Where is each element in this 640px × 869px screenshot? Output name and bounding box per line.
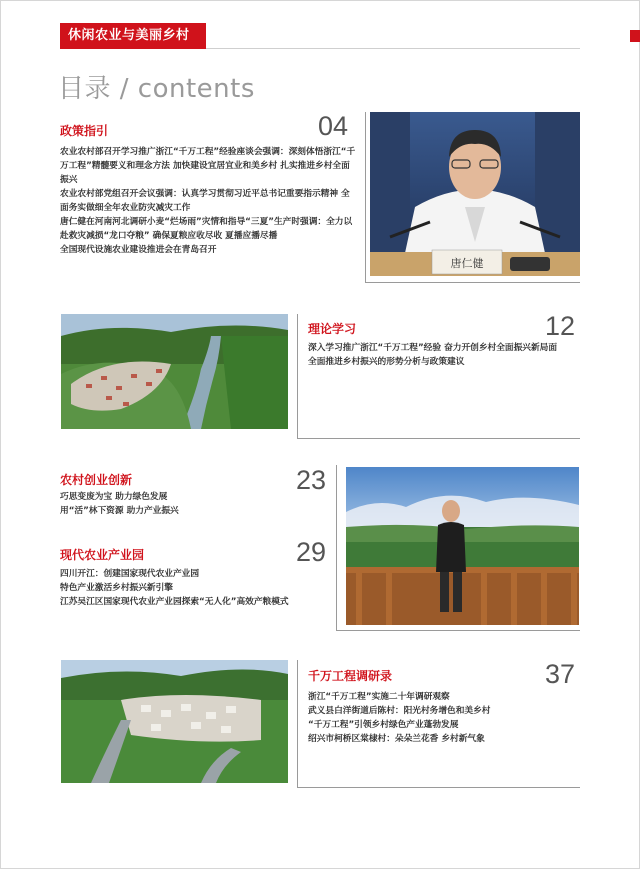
list-item[interactable]: “千万工程”引领乡村绿色产业蓬勃发展 (308, 720, 459, 730)
official-photo (370, 112, 580, 276)
section-title-entrepreneurship[interactable]: 农村创业创新 (60, 473, 133, 487)
list-item[interactable]: 武义县白洋街道后陈村：阳光村务增色和美乡村 (308, 706, 491, 716)
item-list-policy (60, 145, 356, 257)
section-tag: 休闲农业与美丽乡村 (60, 23, 206, 49)
name-plate: 唐仁健 (450, 257, 484, 270)
person-on-deck-photo (346, 467, 579, 625)
village-road-photo (61, 660, 288, 783)
list-item[interactable]: 特色产业激活乡村振兴新引擎 (60, 583, 173, 593)
list-item[interactable]: 江苏吴江区国家现代农业产业园探索“无人化”高效产粮模式 (60, 597, 289, 607)
header-rule (206, 48, 580, 49)
divider-horizontal (297, 438, 580, 439)
list-item[interactable]: 农业农村部党组召开会议强调：认真学习贯彻习近平总书记重要指示精神 全面务实做细全年农业防灾减灾工作 (60, 189, 350, 213)
divider-vertical (297, 660, 298, 787)
item-list-survey (308, 690, 578, 746)
divider-horizontal (297, 787, 580, 788)
page-number-theory: 12 (545, 311, 576, 341)
page-number-industrial-park: 29 (296, 537, 327, 567)
divider-horizontal (336, 630, 580, 631)
section-title-survey[interactable]: 千万工程调研录 (308, 669, 393, 683)
list-item[interactable]: 农业农村部召开学习推广浙江“千万工程”经验座谈会强调：深刻体悟浙江“千万工程”精髓要义和理念方法 加快建设宜居宜业和美乡村 扎实推进乡村全面振兴 (60, 147, 356, 185)
edge-accent (630, 30, 640, 42)
list-item[interactable]: 唐仁健在河南河北调研小麦“烂场雨”灾情和指导“三夏”生产时强调：全力以赴救灾减损“龙口夺粮” 确保夏粮应收尽收 夏播应播尽播 (60, 217, 353, 241)
list-item[interactable]: 绍兴市柯桥区棠棣村：朵朵兰花香 乡村新气象 (308, 734, 485, 744)
list-item[interactable]: 深入学习推广浙江“千万工程”经验 奋力开创乡村全面振兴新局面 (308, 343, 558, 353)
item-list-theory (308, 341, 576, 369)
item-list-industrial-park (60, 567, 335, 609)
divider-vertical (365, 112, 366, 282)
divider-horizontal (365, 282, 580, 283)
section-title-policy[interactable]: 政策指引 (60, 124, 109, 138)
list-item[interactable]: 浙江“千万工程”实施二十年调研观察 (308, 692, 450, 702)
list-item[interactable]: 四川开江：创建国家现代农业产业园 (60, 569, 199, 579)
list-item[interactable]: 全国现代设施农业建设推进会在青岛召开 (60, 245, 217, 255)
page-number-entrepreneurship: 23 (296, 465, 327, 495)
divider-vertical (336, 465, 337, 630)
village-aerial-photo (61, 314, 288, 429)
divider-vertical (297, 314, 298, 438)
section-title-theory[interactable]: 理论学习 (308, 322, 357, 336)
toc-title: 目录 / contents (58, 74, 255, 104)
page-number-survey: 37 (545, 659, 576, 689)
page-number-policy: 04 (318, 111, 349, 141)
list-item[interactable]: 巧思变废为宝 助力绿色发展 (60, 492, 168, 502)
list-item[interactable]: 用“活”林下资源 助力产业振兴 (60, 506, 179, 516)
section-title-industrial-park[interactable]: 现代农业产业园 (60, 548, 145, 562)
list-item[interactable]: 全面推进乡村振兴的形势分析与政策建议 (308, 357, 465, 367)
item-list-entrepreneurship (60, 490, 330, 518)
